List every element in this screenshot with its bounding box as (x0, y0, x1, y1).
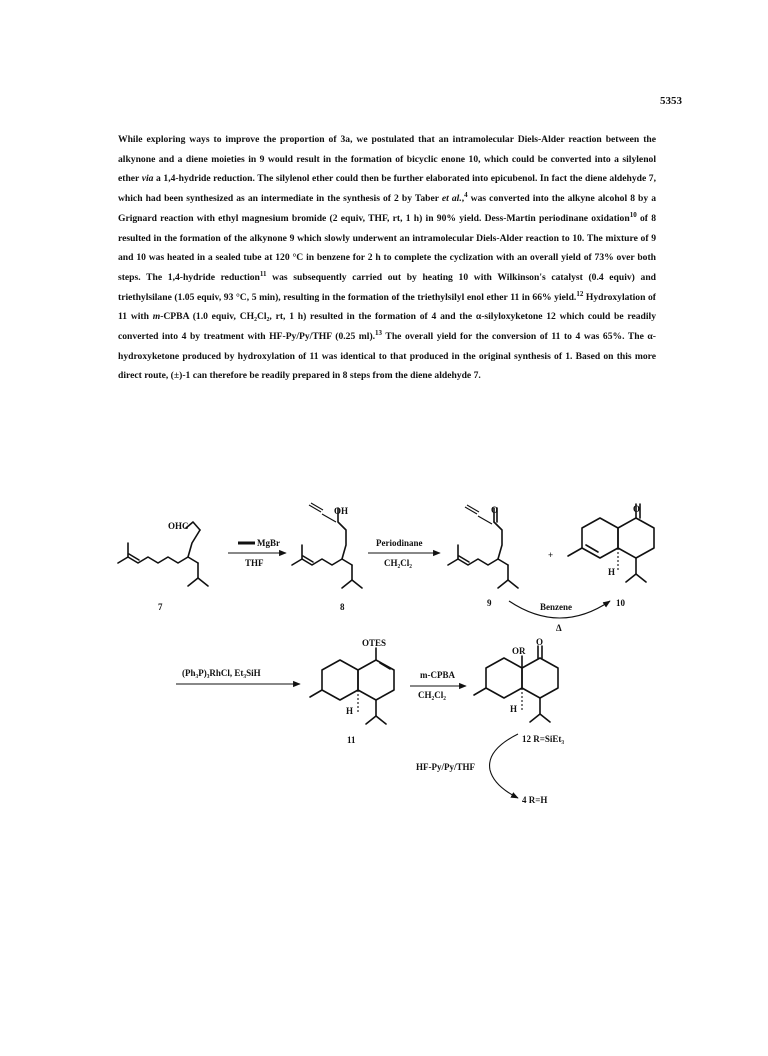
structure-compound-7 (118, 521, 208, 612)
da-heat: Δ (556, 623, 562, 633)
oxidation-solvent: CH₂Cl₂ (384, 558, 412, 568)
epox-solvent: CH₂Cl₂ (418, 690, 446, 700)
arrow-diels-alder (509, 598, 626, 633)
arrow-oxidation (368, 538, 440, 568)
arrow-grignard (228, 538, 286, 568)
hydroxyl-label: OH (334, 506, 349, 516)
structure-compound-12 (474, 637, 558, 722)
oxidant-label: Periodinane (376, 538, 423, 548)
arrow-hydroxylation (410, 670, 466, 700)
compound-number-10: 10 (616, 598, 625, 608)
structure-compound-11 (310, 638, 394, 745)
compound-number-11: 11 (347, 735, 356, 745)
plus-sign: + (548, 550, 554, 560)
structure-compound-9 (448, 505, 518, 608)
or-label: OR (512, 646, 526, 656)
structure-compound-10 (568, 504, 654, 582)
da-solvent: Benzene (540, 602, 572, 612)
otes-label: OTES (362, 638, 387, 648)
epox-reagent: m-CPBA (420, 670, 455, 680)
product-4-label: 4 R=H (522, 795, 548, 805)
ketone-label-10: O (633, 504, 641, 514)
aldehyde-label: OHC (168, 521, 189, 531)
arrow-deprotection (416, 734, 564, 805)
compound-number-8: 8 (340, 602, 345, 612)
body-paragraph: While exploring ways to improve the proportion of 3a, we postulated that an intramolecular Diels-Alder reaction between the alkynone and a diene moieties in 9 would result in the formation of bicyclic enone 10, which could be converted into a silylenol ether via a 1,4-hydride reduction. The silylenol ether could then be further elaborated into epicubenol. In fact the diene aldehyde 7, which had been synthesized as an intermediate in the synthesis of 2 by Taber et al.,$^4$ was converted into the alkyne alcohol 8 by a Grignard reaction with ethyl magnesium bromide (2 equiv, THF, rt, 1 h) in 90% yield. Dess-Martin periodinane oxidation$^{10}$ of 8 resulted in the formation of the alkynone 9 which slowly underwent an intramolecular Diels-Alder reaction to 10. The mixture of 9 and 10 was heated in a sealed tube at 120 °C in benzene for 2 h to complete the cyclization with an overall yield of 73% over both steps. The 1,4-hydride reduction$^{11}$ was subsequently carried out by heating 10 with Wilkinson's catalyst (0.4 equiv) and triethylsilane (1.05 equiv, 93 °C, 5 min), resulting in the formation of the triethylsilyl enol ether 11 in 66% yield.$^{12}$ Hydroxylation of 11 with m-CPBA (1.0 equiv, CH₂Cl₂, rt, 1 h) resulted in the formation of 4 and the α-silyloxyketone 12 which could be readily converted into 4 by treatment with HF-Py/Py/THF (0.25 ml).$^{13}$ The overall yield for the conversion of 11 to 4 was 65%. The α-hydroxyketone produced by hydroxylation of 11 was identical to that produced in the original synthesis of 1. Based on this more direct route, (±)-1 can therefore be readily prepared in 8 steps from the diene aldehyde 7. (118, 134, 656, 382)
grignard-reagent: MgBr (257, 538, 280, 548)
deprotect-reagent: HF-Py/Py/THF (416, 762, 475, 772)
grignard-solvent: THF (245, 558, 264, 568)
structure-compound-8 (292, 503, 362, 612)
compound-number-7: 7 (158, 602, 163, 612)
arrow-reduction (176, 668, 300, 684)
h-label-12: H (510, 704, 518, 714)
ketone-label-9: O (491, 505, 499, 515)
h-label-10: H (608, 567, 616, 577)
h-label-11: H (346, 706, 354, 716)
ketone-label-12: O (536, 637, 544, 647)
reduction-reagents: (Ph₃P)₃RhCl, Et₃SiH (182, 668, 261, 678)
product-12-label: 12 R=SiEt₃ (522, 734, 565, 744)
compound-number-9: 9 (487, 598, 492, 608)
page-number: 5353 (660, 95, 682, 107)
